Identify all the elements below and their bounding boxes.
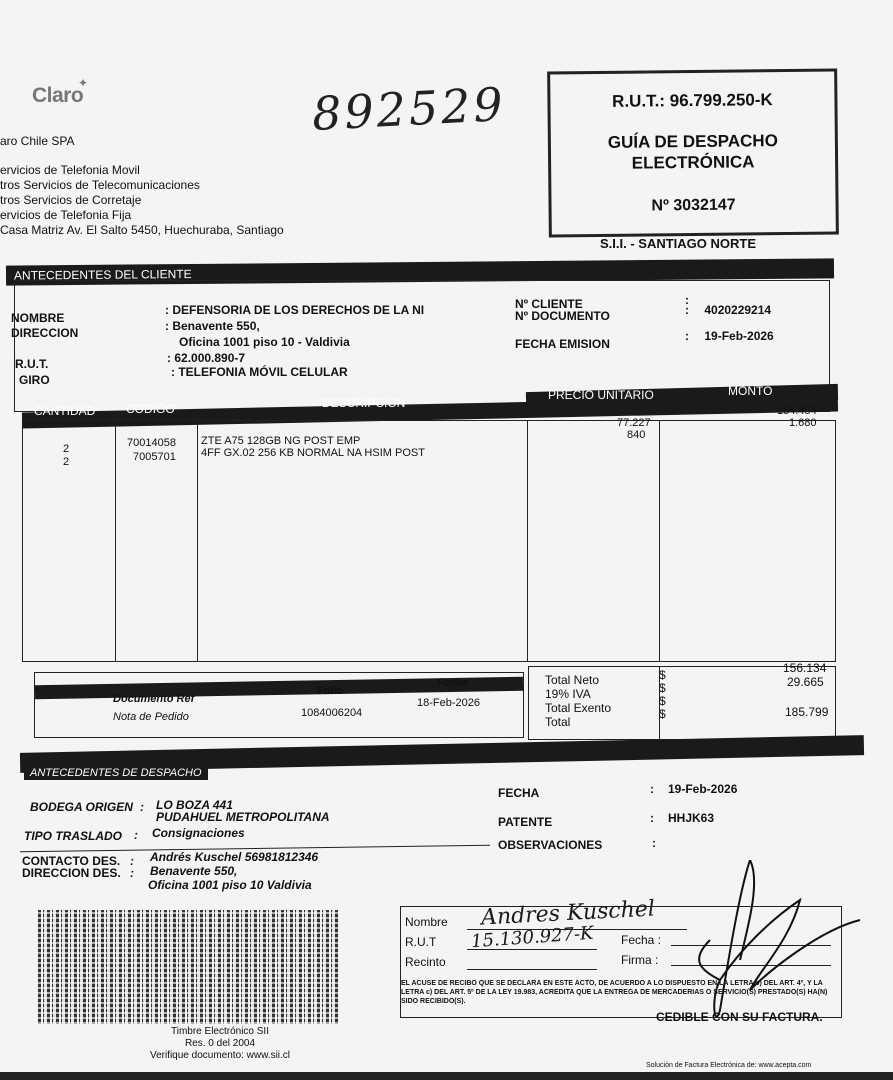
timbre-line1: Timbre Electrónico SII — [171, 1026, 269, 1037]
col-monto: MONTO — [728, 384, 773, 398]
fecha-despacho-value: 19-Feb-2026 — [668, 782, 738, 796]
total-neto-label: Total Neto — [545, 673, 600, 687]
issuer-service: ervicios de Telefonia Movil — [0, 163, 140, 177]
iva-label: 19% IVA — [545, 687, 591, 701]
giro-value: TELEFONIA MÓVIL CELULAR — [178, 365, 348, 379]
fecha-ref-value: 18-Feb-2026 — [417, 697, 480, 709]
cedible-text: CEDIBLE CON SU FACTURA. — [656, 1010, 823, 1024]
fecha-ref-label: Fecha — [437, 677, 469, 689]
col-precio-unitario: PRECIO UNITARIO — [548, 388, 654, 402]
iva-value: 29.665 — [787, 675, 824, 689]
direccion-des-value2: Oficina 1001 piso 10 Valdivia — [148, 878, 312, 892]
total-label: Total — [545, 715, 571, 729]
row2-cantidad: 2 — [63, 456, 70, 468]
row2-codigo: 7005701 — [133, 451, 176, 463]
n-documento-value: 4020229214 — [704, 303, 772, 317]
n-documento-label: Nº DOCUMENTO — [515, 309, 610, 323]
fecha-emision-label: FECHA EMISION — [515, 337, 610, 351]
timbre-line3: Verifique documento: www.sii.cl — [149, 1050, 291, 1061]
row2-monto: 1.680 — [789, 417, 817, 429]
totals-box — [528, 661, 836, 740]
timbre-barcode — [38, 910, 338, 1024]
rut-value: 62.000.890-7 — [174, 351, 246, 365]
document-number: Nº 3032147 — [651, 196, 736, 215]
col-divider — [527, 421, 528, 661]
bodega-value2: PUDAHUEL METROPOLITANA — [156, 810, 330, 824]
col-divider — [115, 421, 116, 661]
direccion-label: DIRECCION — [11, 326, 79, 340]
receipt-rut-label: R.U.T — [405, 935, 437, 949]
contacto-value: Andrés Kuschel 56981812346 — [150, 850, 319, 864]
currency-symbol: $ — [659, 707, 666, 721]
issuer-service: tros Servicios de Corretaje — [0, 193, 142, 207]
document-type-line2: ELECTRÓNICA — [631, 152, 755, 173]
issuer-info — [0, 134, 284, 238]
row1-precio: 77.227 — [617, 417, 651, 429]
patente-value: HHJK63 — [668, 811, 715, 825]
observaciones-label: OBSERVACIONES — [498, 838, 603, 852]
row2-precio: 840 — [627, 429, 646, 441]
direccion-value: Benavente 550, — [172, 319, 260, 333]
col-divider — [197, 421, 198, 661]
issuer-address: Casa Matriz Av. El Salto 5450, Huechuraba, Santiago — [0, 223, 284, 237]
sii-office: S.I.I. - SANTIAGO NORTE — [600, 236, 757, 251]
rut-box — [547, 68, 839, 237]
nombre-label: NOMBRE — [11, 311, 65, 325]
fecha-emision-value: 19-Feb-2026 — [704, 329, 774, 343]
fecha-despacho-label: FECHA — [498, 786, 540, 800]
timbre-line2: Res. 0 del 2004 — [184, 1038, 256, 1049]
currency-symbol: $ — [659, 681, 666, 695]
total-exento-label: Total Exento — [545, 701, 612, 715]
items-table-header — [22, 384, 834, 422]
handwritten-name: Andres Kuschel — [480, 896, 656, 931]
direccion-des-value1: Benavente 550, — [150, 864, 238, 878]
logo-rays-icon: ✦ — [78, 76, 89, 90]
rut-label: R.U.T. — [15, 357, 49, 371]
receipt-fecha-label: Fecha : — [621, 933, 662, 947]
document-type — [551, 130, 835, 175]
issuer-service: ervicios de Telefonia Fija — [0, 208, 132, 222]
total-value: 185.799 — [785, 705, 829, 719]
folio-value: 1084006204 — [301, 707, 363, 719]
receipt-recinto-label: Recinto — [405, 955, 446, 969]
issuer-service: tros Servicios de Telecomunicaciones — [0, 178, 200, 192]
despacho-section-title: ANTECEDENTES DE DESPACHO — [24, 766, 208, 780]
giro-label: GIRO — [19, 373, 50, 387]
client-section-title: ANTECEDENTES DEL CLIENTE — [13, 266, 192, 283]
document-sheet: Claro ✦ aro Chile SPA ervicios de Telefonia Movil tros Servicios de Telecomunicaciones tros Servicios de Corretaje ervicios de Telefonia Fija Casa Matriz Av. El Salto 5450, Huechuraba, Santiago 892529 R.U.T.: 96.799.250-K GUÍA DE DESPACHO ELECTRÓNICA Nº 3032147 S.I.I. - SANTIAGO NORTE ANTECEDENTES DEL CLIENTE NOMBRE DIRECCION R.U.T. GIRO : DEFENSORIA DE LOS DERECHOS DE LA NI : Benavente 550, Oficina 1001 piso 10 - Valdivia : 62.000.890-7 : TELEFONIA MÓVIL CELULAR Nº CLIENTE Nº DOCUMENTO FECHA EMISION : : 4020229214 : 19-Feb-2026 CANTIDAD CODIGO DESCRIPCION PRECIO UNITARIO MONTO 2 70014058 ZTE A75 128GB NG POST EMP 77.227 154.454 2 7005701 4FF GX.02 256 KB NORMAL NA HSIM POST 840 1.680 Documento Ref Folio Fecha Nota de Pedido 1084006204 18-Feb-2026 Total Neto 19% IVA Total Exento Total $ $ $ $ 156.134 29.665 185.799 ANTECEDENTES DE DESPACHO BODEGA ORIGEN : LO BOZA 441 PUDAHUEL METROPOLITANA TIPO TRASLADO : Consignaciones CONTACTO DES. DIRECCION DES. : : Andrés Kuschel 56981812346 Benavente 550, Oficina 1001 piso 10 Valdivia FECHA : 19-Feb-2026 PATENTE : HHJK63 OBSERVACIONES : Timbre Electrónico SII Res. 0 del 2004 Verifique documento: www.sii.cl Nombre R.U.T Recinto Fecha : Firma : Andres Kuschel 15.130.927-K EL ACUSE DE RECIBO QUE SE DECLARA EN ESTE ACTO, DE ACUERDO A LO DISPUESTO EN LA LETRA b) DEL ART. 4º, Y LA LETRA c) DEL ART. 5º DE LA LEY 19.983, ACREDITA QUE LA ENTREGA DE MERCADERIAS O SERVICIO(S) PRESTADO(S) HA(N) SIDO RECIBIDO(S). CEDIBLE CON SU FACTURA. Solución de Factura Electrónica de: www.acepta.com — [0, 0, 893, 1080]
tipo-traslado-value: Consignaciones — [152, 826, 245, 840]
client-box: NOMBRE DIRECCION R.U.T. GIRO : DEFENSORIA DE LOS DERECHOS DE LA NI : Benavente 550, Oficina 1001 piso 10 - Valdivia : 62.000.890-7 : TELEFONIA MÓVIL CELULAR Nº CLIENTE Nº DOCUMENTO FECHA EMISION : : 4020229214 : 19-Feb-2026 — [14, 280, 830, 412]
row1-codigo: 70014058 — [127, 437, 176, 449]
bottom-edge — [0, 1072, 893, 1080]
col-cantidad: CANTIDAD — [34, 404, 96, 418]
folio-label: Folio — [317, 685, 344, 697]
row1-monto: 154.454 — [777, 405, 817, 417]
bodega-label: BODEGA ORIGEN — [30, 800, 133, 814]
timbre-text — [120, 1026, 320, 1062]
doc-ref-value: Nota de Pedido — [113, 711, 189, 723]
handwritten-number: 892529 — [310, 76, 507, 142]
claro-logo: Claro — [32, 84, 84, 107]
row1-descripcion: ZTE A75 128GB NG POST EMP — [201, 435, 361, 447]
footer-text: Solución de Factura Electrónica de: www.acepta.com — [646, 1062, 812, 1069]
nombre-value: DEFENSORIA DE LOS DERECHOS DE LA NI — [172, 303, 425, 317]
handwritten-rut: 15.130.927-K — [470, 922, 595, 953]
row2-descripcion: 4FF GX.02 256 KB NORMAL NA HSIM POST — [201, 447, 425, 459]
row1-cantidad: 2 — [63, 443, 70, 455]
currency-symbol: $ — [659, 668, 666, 682]
legal-text: EL ACUSE DE RECIBO QUE SE DECLARA EN ESTE ACTO, DE ACUERDO A LO DISPUESTO EN LA LETRA b) DEL ART. 4º, Y LA LETRA c) DEL ART. 5º DE LA LEY 19.983, ACREDITA QUE LA ENTREGA DE MERCADERIAS O SERVICIO(S) PRESTADO(S) HA(N) SIDO RECIBIDO(S). — [401, 980, 828, 1005]
n-cliente-label: Nº CLIENTE — [515, 297, 583, 311]
recinto-line — [467, 969, 597, 970]
direccion-des-label: DIRECCION DES. — [22, 866, 121, 880]
col-descripcion: DESCRIPCION — [322, 396, 406, 410]
reference-box — [34, 672, 524, 738]
patente-label: PATENTE — [498, 815, 553, 829]
col-divider — [659, 421, 660, 661]
tipo-traslado-label: TIPO TRASLADO — [24, 829, 122, 843]
issuer-company: aro Chile SPA — [0, 134, 75, 148]
receipt-firma-label: Firma : — [621, 953, 659, 967]
bodega-value1: LO BOZA 441 — [156, 798, 233, 812]
col-codigo: CODIGO — [126, 402, 175, 416]
contacto-label: CONTACTO DES. — [22, 854, 121, 868]
total-neto-value: 156.134 — [783, 661, 827, 675]
receipt-nombre-label: Nombre — [405, 915, 448, 929]
document-type-line1: GUÍA DE DESPACHO — [607, 131, 778, 152]
doc-ref-label: Documento Ref — [113, 693, 195, 705]
issuer-rut: R.U.T.: 96.799.250-K — [612, 90, 773, 111]
currency-symbol: $ — [659, 694, 666, 708]
direccion-value2: Oficina 1001 piso 10 - Valdivia — [179, 335, 350, 349]
